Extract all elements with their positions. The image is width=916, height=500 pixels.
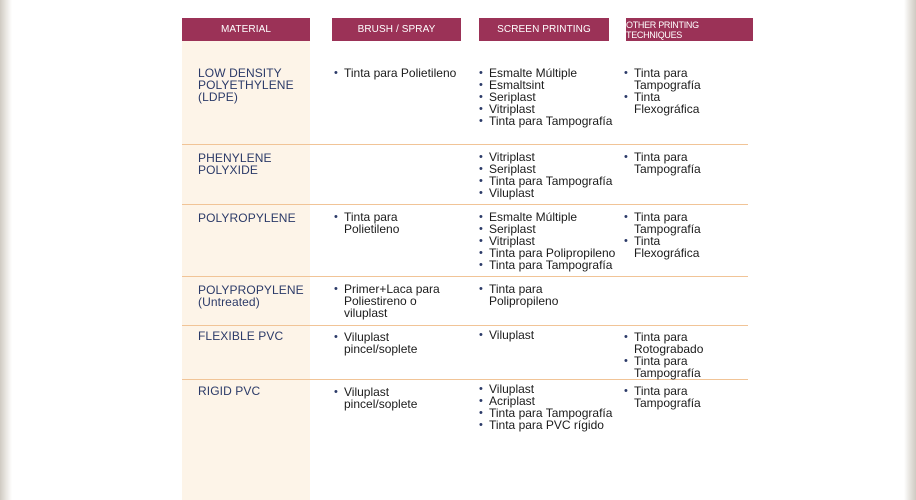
material-name: POLYROPYLENE [198,211,296,225]
header-other-printing: OTHER PRINTING TECHNIQUES [626,18,753,41]
screen-item: • Viluplast [478,329,618,341]
screen-item: • Seriplast [478,163,618,175]
other-list-rigid-pvc [623,385,711,409]
material-flexible-pvc [198,330,318,342]
material-ldpe [198,67,318,103]
other-item: • Tinta Flexográfica [623,91,711,115]
material-name: FLEXIBLE PVC [198,329,284,343]
screen-list-polyropylene [478,211,618,271]
brush-item: • Viluplast pincel/soplete [333,386,421,410]
brush-list-polypropylene [333,283,458,319]
other-item: • Tinta para Rotograbado [623,331,711,355]
material-name: LOW DENSITY POLYETHYLENE (LDPE) [198,66,294,104]
brush-item: • Viluplast pincel/soplete [333,331,421,355]
other-item: • Tinta Flexográfica [623,235,711,259]
material-name: POLYPROPYLENE [198,283,304,297]
other-item: • Tinta para Tampografía [623,151,711,175]
screen-item: • Acriplast [478,395,618,407]
screen-item: • Vitriplast [478,151,618,163]
material-phenylene-polyxide [198,152,298,176]
brush-item: • Primer+Laca para Poliestireno o viluplast [333,283,458,319]
screen-item: • Tinta para Polipropileno [478,283,566,307]
other-item: • Tinta para Tampografía [623,211,711,235]
screen-item: • Seriplast [478,223,618,235]
row-separator [182,144,748,145]
screen-item: • Vitriplast [478,103,618,115]
row-separator [182,276,748,277]
material-note: (Untreated) [198,295,260,309]
material-polypropylene-untreated [198,284,318,308]
other-list-polyropylene [623,211,711,259]
screen-list-ldpe [478,67,618,127]
screen-item: • Esmaltsint [478,79,618,91]
material-column-background [182,41,310,500]
other-list-ldpe [623,67,711,115]
other-list-flexible-pvc [623,331,711,379]
other-item: • Tinta para Tampografía [623,385,711,409]
screen-item: • Viluplast [478,187,618,199]
screen-item: • Tinta para PVC rígido [478,419,618,431]
screen-item: • Tinta para Polipropileno [478,247,618,259]
screen-list-rigid-pvc [478,383,618,431]
brush-list-rigid-pvc [333,386,421,410]
screen-item: • Tinta para Tampografía [478,175,618,187]
brush-item: • Tinta para Polietileno [333,67,473,79]
header-material: MATERIAL [182,18,310,41]
other-list-phenylene [623,151,711,175]
screen-item: • Tinta para Tampografía [478,259,618,271]
material-name: RIGID PVC [198,384,261,398]
screen-item: • Tinta para Tampografía [478,407,618,419]
material-rigid-pvc [198,385,318,397]
brush-list-ldpe [333,67,473,79]
screen-item: • Seriplast [478,91,618,103]
screen-item: • Esmalte Múltiple [478,211,618,223]
material-name: PHENYLENE POLYXIDE [198,151,272,177]
header-brush-spray: BRUSH / SPRAY [332,18,461,41]
header-screen-printing: SCREEN PRINTING [479,18,609,41]
brush-list-polyropylene [333,211,421,235]
other-item: • Tinta para Tampografía [623,67,711,91]
screen-item: • Vitriplast [478,235,618,247]
brush-list-flexible-pvc [333,331,421,355]
screen-item: • Viluplast [478,383,618,395]
screen-list-phenylene [478,151,618,199]
brush-item: • Tinta para Polietileno [333,211,421,235]
screen-list-flexible-pvc [478,329,618,341]
screen-item: • Esmalte Múltiple [478,67,618,79]
row-separator [182,325,748,326]
material-polyropylene [198,212,318,224]
screen-item: • Tinta para Tampografía [478,115,618,127]
other-item: • Tinta para Tampografía [623,355,711,379]
screen-list-polypropylene [478,283,566,307]
row-separator [182,204,748,205]
